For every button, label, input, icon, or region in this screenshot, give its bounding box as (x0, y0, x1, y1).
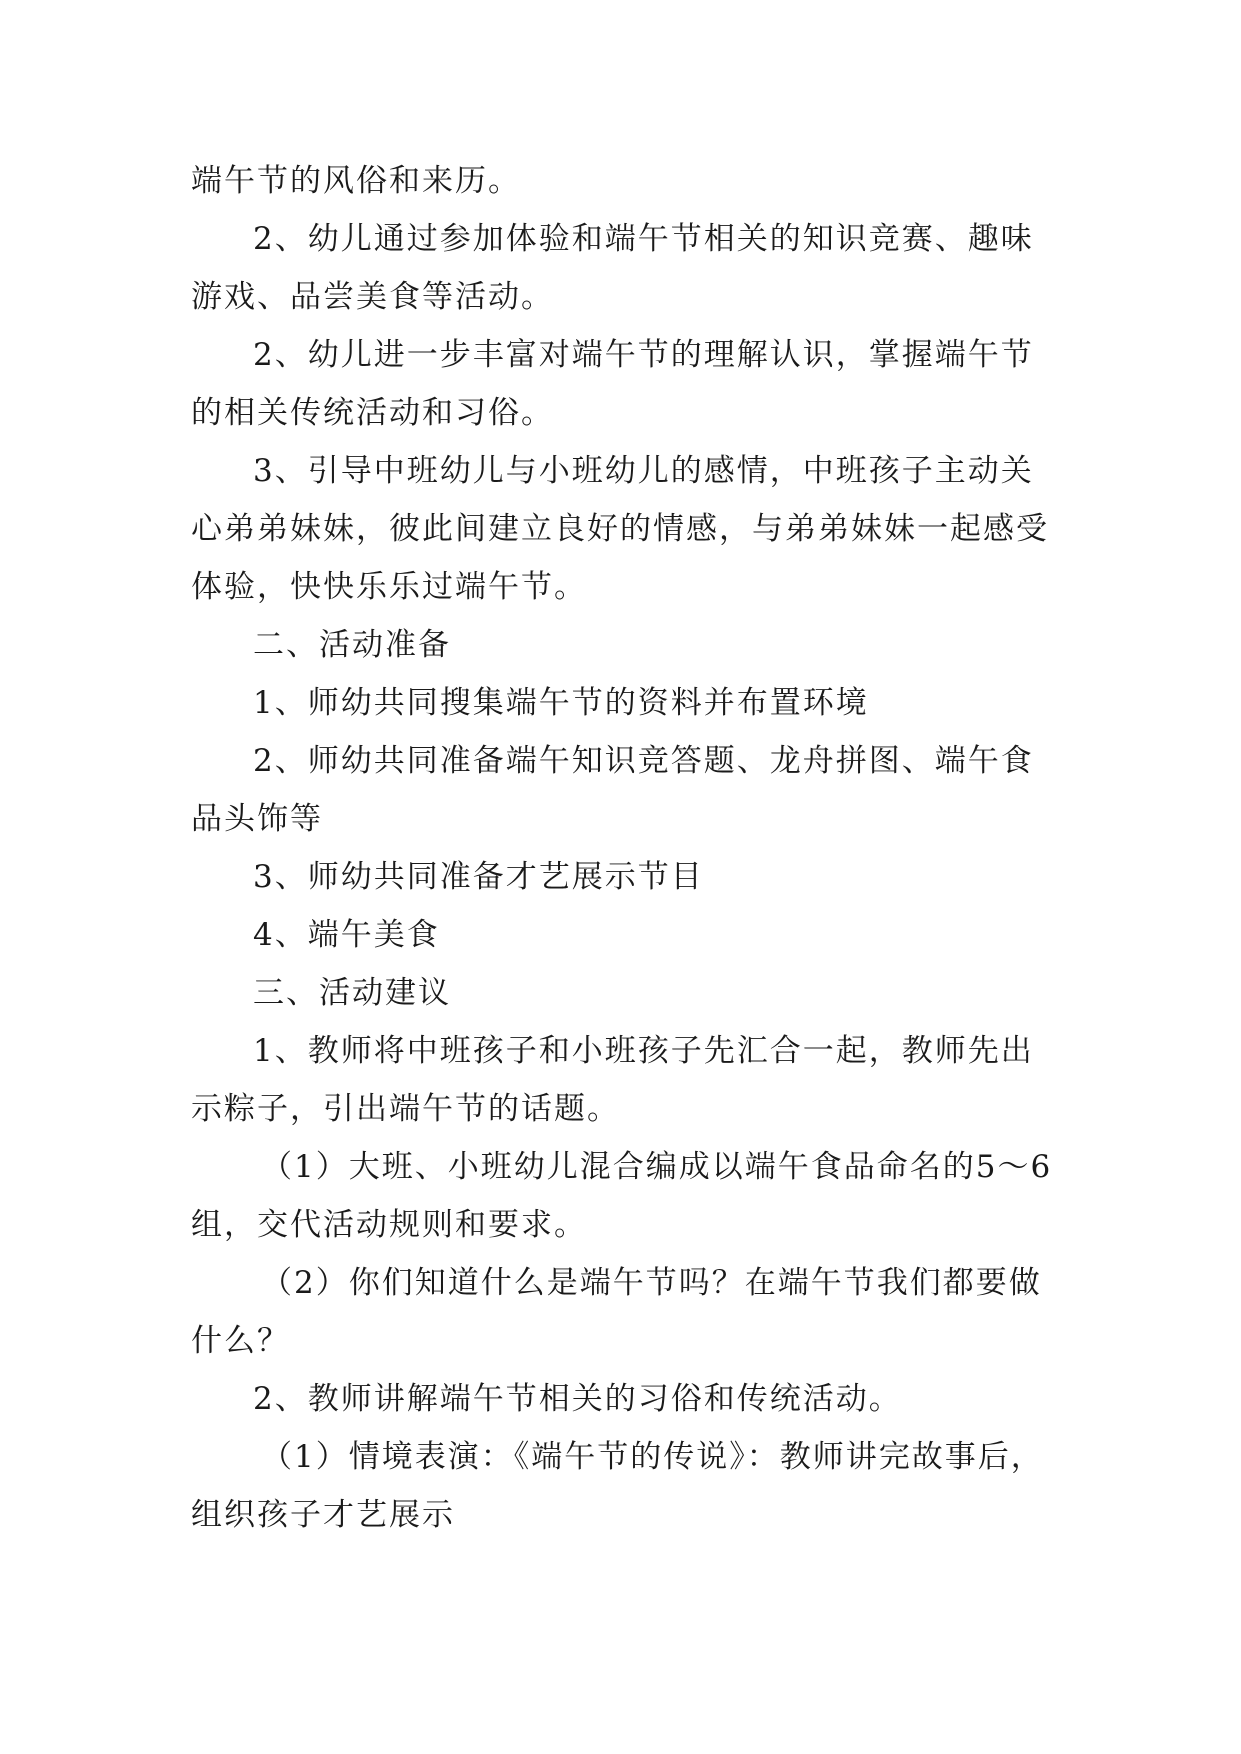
body-line: 组，交代活动规则和要求。 (191, 1207, 587, 1243)
body-line: 组织孩子才艺展示 (191, 1497, 455, 1533)
document-body (191, 152, 1059, 1544)
body-line: 2、幼儿通过参加体验和端午节相关的知识竞赛、趣味 (253, 221, 1034, 257)
body-line: 3、师幼共同准备才艺展示节目 (253, 859, 704, 895)
body-line: 的相关传统活动和习俗。 (191, 395, 554, 431)
body-line: 1、师幼共同搜集端午节的资料并布置环境 (253, 685, 869, 721)
body-line: 2、教师讲解端午节相关的习俗和传统活动。 (253, 1381, 902, 1417)
body-line: 游戏、品尝美食等活动。 (191, 279, 554, 315)
body-line: 1、教师将中班孩子和小班孩子先汇合一起，教师先出 (253, 1033, 1034, 1069)
body-line: 品头饰等 (191, 801, 323, 837)
body-line: （1）情境表演：《端午节的传说》：教师讲完故事后， (261, 1439, 1044, 1475)
body-line: 2、师幼共同准备端午知识竞答题、龙舟拼图、端午食 (253, 743, 1034, 779)
body-line: 示粽子，引出端午节的话题。 (191, 1091, 620, 1127)
body-line: 体验，快快乐乐过端午节。 (191, 569, 587, 605)
body-line: 什么？ (191, 1323, 290, 1359)
body-line: 心弟弟妹妹，彼此间建立良好的情感，与弟弟妹妹一起感受 (191, 511, 1049, 547)
body-line: 端午节的风俗和来历。 (191, 163, 521, 199)
body-line: （2）你们知道什么是端午节吗？在端午节我们都要做 (261, 1265, 1042, 1301)
body-line: 3、引导中班幼儿与小班幼儿的感情，中班孩子主动关 (253, 453, 1034, 489)
body-line: （1）大班、小班幼儿混合编成以端午食品命名的5～6 (261, 1149, 1053, 1185)
body-line: 2、幼儿进一步丰富对端午节的理解认识，掌握端午节 (253, 337, 1034, 373)
section-heading: 三、活动建议 (253, 975, 451, 1011)
body-line: 4、端午美食 (253, 917, 440, 953)
section-heading: 二、活动准备 (253, 627, 451, 663)
